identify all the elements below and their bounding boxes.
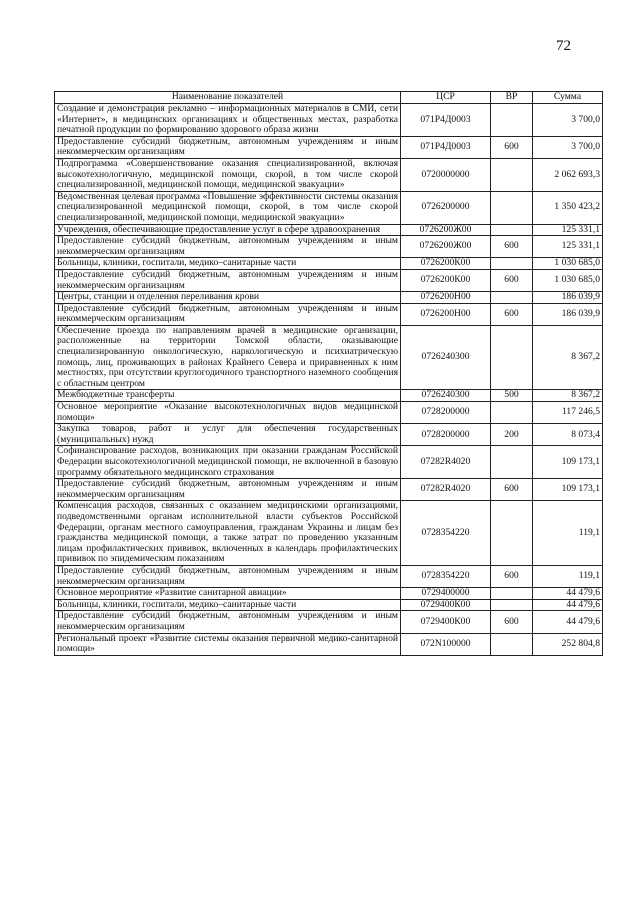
row-code-cell: 0729400000 xyxy=(401,588,491,600)
row-vr-cell: 500 xyxy=(491,390,533,402)
table-row xyxy=(55,501,603,566)
column-header-sum: Сумма xyxy=(533,92,603,104)
row-sum-cell: 109 173,1 xyxy=(533,479,603,501)
row-name-cell: Предоставление субсидий бюджетным, автономным учреждениям и иным некоммерческим организациям xyxy=(55,565,401,587)
row-name-cell: Предоставление субсидий бюджетным, автономным учреждениям и иным некоммерческим организациям xyxy=(55,479,401,501)
row-vr-cell: 600 xyxy=(491,565,533,587)
row-code-cell: 0729400К00 xyxy=(401,599,491,611)
row-name-cell: Подпрограмма «Совершенствование оказания специализированной, включая высокотехнологичную, медицинской помощи, скорой, в том числе скорой специализированной, медицинской помощи, медицинской эвакуации» xyxy=(55,158,401,191)
row-vr-cell: 600 xyxy=(491,611,533,633)
row-code-cell: 0726240300 xyxy=(401,390,491,402)
row-name-cell: Больницы, клиники, госпитали, медико–санитарные части xyxy=(55,258,401,270)
row-name-cell: Компенсация расходов, связанных с оказанием медицинскими организациями, подведомственными органам исполнительной власти субъектов Российской Федерации, органам местного самоуправления, гражданам Украины и лицам без гражданства медицинской помощи, а также затрат по проведению указанным лицам профилактических прививок, включенных в календарь профилактических прививок по эпидемическим показаниям xyxy=(55,501,401,566)
row-code-cell: 0728200000 xyxy=(401,424,491,446)
row-sum-cell: 109 173,1 xyxy=(533,446,603,479)
row-code-cell: 0726200К00 xyxy=(401,269,491,291)
row-code-cell: 0726200Ж00 xyxy=(401,224,491,236)
column-header-code: ЦСР xyxy=(401,92,491,104)
table-row xyxy=(55,224,603,236)
table-row xyxy=(55,325,603,390)
table-row xyxy=(55,104,603,137)
row-code-cell: 07282R4020 xyxy=(401,446,491,479)
row-code-cell: 0726200Н00 xyxy=(401,292,491,304)
row-sum-cell: 44 479,6 xyxy=(533,599,603,611)
table-row xyxy=(55,390,603,402)
row-code-cell: 071P4Д0003 xyxy=(401,136,491,158)
row-code-cell: 0728354220 xyxy=(401,565,491,587)
table-row xyxy=(55,236,603,258)
row-name-cell: Центры, станции и отделения переливания крови xyxy=(55,292,401,304)
row-sum-cell: 1 030 685,0 xyxy=(533,258,603,270)
row-vr-cell xyxy=(491,104,533,137)
row-name-cell: Больницы, клиники, госпитали, медико–санитарные части xyxy=(55,599,401,611)
row-code-cell: 0726200Н00 xyxy=(401,303,491,325)
row-vr-cell: 600 xyxy=(491,269,533,291)
row-name-cell: Основное мероприятие «Развитие санитарной авиации» xyxy=(55,588,401,600)
row-name-cell: Предоставление субсидий бюджетным, автономным учреждениям и иным некоммерческим организациям xyxy=(55,136,401,158)
page-number: 72 xyxy=(556,38,571,54)
row-code-cell: 0726200Ж00 xyxy=(401,236,491,258)
row-vr-cell xyxy=(491,501,533,566)
table-body xyxy=(55,104,603,656)
row-name-cell: Региональный проект «Развитие системы оказания первичной медико-санитарной помощи» xyxy=(55,633,401,655)
table-row xyxy=(55,633,603,655)
row-sum-cell: 186 039,9 xyxy=(533,303,603,325)
row-name-cell: Предоставление субсидий бюджетным, автономным учреждениям и иным некоммерческим организациям xyxy=(55,303,401,325)
row-sum-cell: 1 030 685,0 xyxy=(533,269,603,291)
row-sum-cell: 125 331,1 xyxy=(533,224,603,236)
row-vr-cell: 600 xyxy=(491,236,533,258)
row-code-cell: 071P4Д0003 xyxy=(401,104,491,137)
table-row xyxy=(55,402,603,424)
row-vr-cell: 600 xyxy=(491,479,533,501)
row-code-cell: 0726200000 xyxy=(401,191,491,224)
table-row xyxy=(55,292,603,304)
row-code-cell: 0720000000 xyxy=(401,158,491,191)
row-code-cell: 0729400К00 xyxy=(401,611,491,633)
row-name-cell: Основное мероприятие «Оказание высокотехнологичных видов медицинской помощи» xyxy=(55,402,401,424)
row-sum-cell: 2 062 693,3 xyxy=(533,158,603,191)
row-code-cell: 0726240300 xyxy=(401,325,491,390)
row-sum-cell: 8 367,2 xyxy=(533,390,603,402)
row-sum-cell: 119,1 xyxy=(533,501,603,566)
table-row xyxy=(55,136,603,158)
row-vr-cell xyxy=(491,633,533,655)
row-name-cell: Обеспечение проезда по направлениям врачей в медицинские организации, расположенные на территории Томской области, оказывающие специализированную онкологическую, наркологическую и психиатрическую помощь, лиц, проживающих в районах Крайнего Севера и приравненных к ним местностях, при отсутствии круглогодичного транспортного наземного сообщения с областным центром xyxy=(55,325,401,390)
table-row xyxy=(55,565,603,587)
row-sum-cell: 252 804,8 xyxy=(533,633,603,655)
row-vr-cell xyxy=(491,446,533,479)
row-vr-cell xyxy=(491,402,533,424)
row-sum-cell: 186 039,9 xyxy=(533,292,603,304)
row-vr-cell: 200 xyxy=(491,424,533,446)
row-sum-cell: 44 479,6 xyxy=(533,588,603,600)
row-name-cell: Создание и демонстрация рекламно – информационных материалов в СМИ, сети «Интернет», в медицинских организациях и общественных местах, разработка печатной продукции по формированию здорового образа жизни xyxy=(55,104,401,137)
row-name-cell: Предоставление субсидий бюджетным, автономным учреждениям и иным некоммерческим организациям xyxy=(55,269,401,291)
table-row xyxy=(55,303,603,325)
row-name-cell: Учреждения, обеспечивающие предоставление услуг в сфере здравоохранения xyxy=(55,224,401,236)
table-row xyxy=(55,599,603,611)
row-vr-cell xyxy=(491,599,533,611)
row-name-cell: Межбюджетные трансферты xyxy=(55,390,401,402)
row-name-cell: Ведомственная целевая программа «Повышение эффективности системы оказания специализированной медицинской помощи, скорой, в том числе скорой специализированной, медицинской помощи, медицинской эвакуации» xyxy=(55,191,401,224)
budget-table xyxy=(54,91,603,656)
row-sum-cell: 119,1 xyxy=(533,565,603,587)
table-row xyxy=(55,611,603,633)
table-header-row xyxy=(55,92,603,104)
row-vr-cell: 600 xyxy=(491,136,533,158)
row-sum-cell: 3 700,0 xyxy=(533,104,603,137)
row-vr-cell xyxy=(491,325,533,390)
row-vr-cell xyxy=(491,191,533,224)
column-header-name: Наименование показателей xyxy=(55,92,401,104)
table-row xyxy=(55,258,603,270)
row-sum-cell: 1 350 423,2 xyxy=(533,191,603,224)
row-sum-cell: 8 367,2 xyxy=(533,325,603,390)
table-row xyxy=(55,479,603,501)
row-code-cell: 07282R4020 xyxy=(401,479,491,501)
table-row xyxy=(55,269,603,291)
row-sum-cell: 125 331,1 xyxy=(533,236,603,258)
row-vr-cell xyxy=(491,224,533,236)
row-vr-cell xyxy=(491,158,533,191)
row-sum-cell: 3 700,0 xyxy=(533,136,603,158)
table-row xyxy=(55,158,603,191)
row-vr-cell: 600 xyxy=(491,303,533,325)
row-name-cell: Предоставление субсидий бюджетным, автономным учреждениям и иным некоммерческим организациям xyxy=(55,611,401,633)
row-sum-cell: 117 246,5 xyxy=(533,402,603,424)
row-name-cell: Закупка товаров, работ и услуг для обеспечения государственных (муниципальных) нужд xyxy=(55,424,401,446)
row-vr-cell xyxy=(491,292,533,304)
row-sum-cell: 8 073,4 xyxy=(533,424,603,446)
row-name-cell: Предоставление субсидий бюджетным, автономным учреждениям и иным некоммерческим организациям xyxy=(55,236,401,258)
table-row xyxy=(55,446,603,479)
row-code-cell: 072N100000 xyxy=(401,633,491,655)
table-row xyxy=(55,191,603,224)
row-sum-cell: 44 479,6 xyxy=(533,611,603,633)
row-code-cell: 0728200000 xyxy=(401,402,491,424)
row-vr-cell xyxy=(491,588,533,600)
row-code-cell: 0726200К00 xyxy=(401,258,491,270)
table-row xyxy=(55,588,603,600)
table-row xyxy=(55,424,603,446)
column-header-vr: ВР xyxy=(491,92,533,104)
row-vr-cell xyxy=(491,258,533,270)
row-name-cell: Софинансирование расходов, возникающих при оказании гражданам Российской Федерации высокотехнологичной медицинской помощи, не включенной в базовую программу обязательного медицинского страхования xyxy=(55,446,401,479)
row-code-cell: 0728354220 xyxy=(401,501,491,566)
